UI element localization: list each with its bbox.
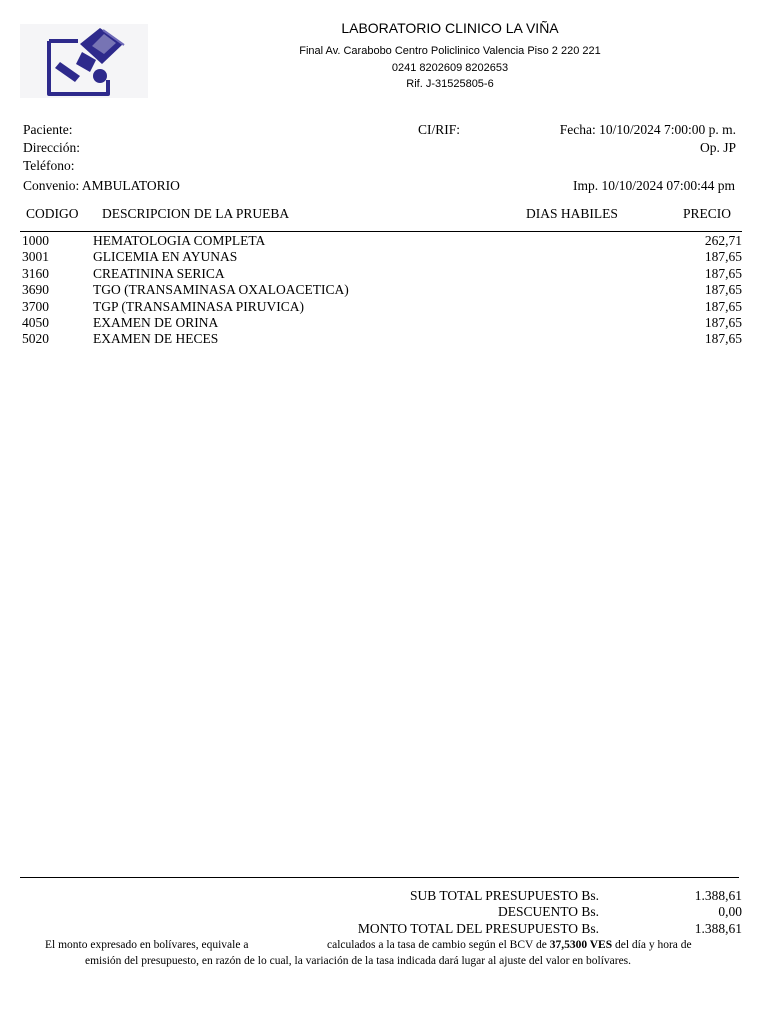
row-codigo: 1000 — [22, 233, 49, 248]
lab-phones: 0241 8202609 8202653 — [391, 62, 509, 74]
header-divider — [20, 231, 742, 232]
lab-logo-icon — [20, 24, 148, 98]
col-header-descripcion: DESCRIPCION DE LA PRUEBA — [102, 206, 290, 221]
lab-rif: Rif. J-31525805-6 — [406, 78, 494, 90]
direccion-label: Dirección: — [23, 140, 80, 155]
table-row — [22, 249, 742, 265]
total-label: MONTO TOTAL DEL PRESUPUESTO Bs. — [357, 921, 599, 936]
col-header-dias: DIAS HABILES — [526, 206, 618, 221]
row-descripcion: CREATININA SERICA — [93, 265, 225, 281]
table-row — [22, 282, 742, 298]
total-value: 1.388,61 — [694, 921, 742, 936]
convenio-text: Convenio: AMBULATORIO — [23, 178, 180, 193]
row-codigo: 3690 — [22, 282, 49, 298]
table-row — [22, 315, 742, 331]
row-precio: 187,65 — [704, 331, 742, 347]
paciente-label: Paciente: — [23, 122, 73, 137]
tests-table — [22, 233, 742, 348]
impreso-text: Imp. 10/10/2024 07:00:44 pm — [573, 178, 735, 193]
row-descripcion: TGO (TRANSAMINASA OXALOACETICA) — [93, 282, 349, 298]
subtotal-label: SUB TOTAL PRESUPUESTO Bs. — [410, 888, 599, 903]
table-row — [22, 299, 742, 315]
table-row — [22, 233, 742, 249]
row-precio: 187,65 — [704, 298, 742, 314]
row-codigo: 3160 — [22, 265, 49, 281]
row-descripcion: HEMATOLOGIA COMPLETA — [93, 233, 266, 248]
row-precio: 187,65 — [704, 265, 742, 281]
row-descripcion: GLICEMIA EN AYUNAS — [93, 249, 238, 265]
row-precio: 187,65 — [704, 282, 742, 298]
row-codigo: 5020 — [22, 331, 49, 347]
row-descripcion: EXAMEN DE ORINA — [93, 314, 219, 330]
note-part2: calculados a la tasa de cambio según el BCV de — [327, 939, 547, 951]
row-descripcion: TGP (TRANSAMINASA PIRUVICA) — [93, 298, 305, 314]
col-header-codigo: CODIGO — [26, 206, 79, 221]
col-header-precio: PRECIO — [683, 206, 732, 221]
table-row — [22, 266, 742, 282]
exchange-rate: 37,5300 VES — [549, 939, 613, 951]
subtotal-value: 1.388,61 — [694, 888, 742, 903]
lab-name: LABORATORIO CLINICO LA VIÑA — [341, 20, 559, 36]
cirif-label: CI/RIF: — [418, 122, 461, 137]
row-descripcion: EXAMEN DE HECES — [93, 331, 219, 347]
row-codigo: 4050 — [22, 314, 49, 330]
fecha-text: Fecha: 10/10/2024 7:00:00 p. m. — [559, 122, 736, 137]
descuento-label: DESCUENTO Bs. — [497, 904, 599, 919]
note-line2: emisión del presupuesto, en razón de lo cual, la variación de la tasa indicada dará lugar al ajuste del valor en bolívares. — [85, 955, 632, 967]
row-precio: 187,65 — [704, 314, 742, 330]
table-row — [22, 331, 742, 347]
operador-text: Op. JP — [699, 140, 736, 155]
row-codigo: 3700 — [22, 298, 49, 314]
note-part2-line — [327, 939, 692, 951]
lab-address: Final Av. Carabobo Centro Policlinico Valencia Piso 2 220 221 — [299, 45, 601, 57]
telefono-label: Teléfono: — [23, 158, 75, 173]
note-part3: del día y hora de — [615, 939, 692, 951]
row-codigo: 3001 — [22, 249, 49, 265]
row-precio: 262,71 — [704, 233, 742, 248]
note-part1: El monto expresado en bolívares, equivale a — [45, 939, 249, 951]
footer-divider — [20, 877, 739, 878]
descuento-value: 0,00 — [718, 904, 742, 919]
row-precio: 187,65 — [704, 249, 742, 265]
